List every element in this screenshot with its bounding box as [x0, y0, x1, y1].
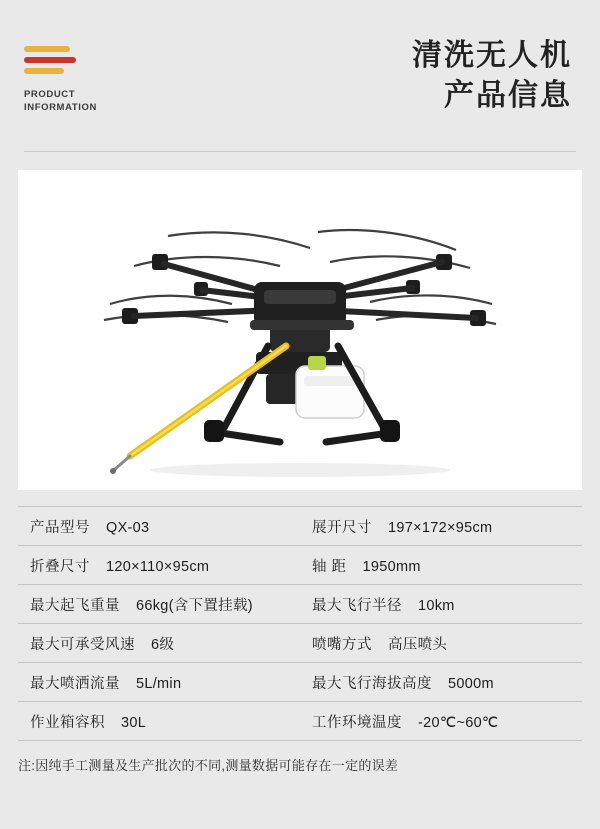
- drone-illustration: [18, 170, 582, 490]
- spec-label: 最大起飞重量: [30, 597, 120, 614]
- spec-label: 作业箱容积: [30, 714, 105, 731]
- spec-cell: [18, 555, 300, 576]
- spec-value: 1950mm: [362, 558, 421, 575]
- spec-value: 6级: [151, 636, 175, 653]
- spec-cell: [300, 633, 582, 654]
- table-row: [18, 624, 582, 663]
- spec-cell: [300, 594, 582, 615]
- spec-cell: [300, 711, 582, 732]
- spec-cell: [18, 516, 300, 537]
- spec-cell: [300, 555, 582, 576]
- spec-cell: [18, 672, 300, 693]
- spec-label: 最大飞行海拔高度: [312, 675, 432, 692]
- spec-cell: [18, 711, 300, 732]
- logo-bar-red: [24, 57, 76, 63]
- spec-label: 最大喷洒流量: [30, 675, 120, 692]
- spec-table: [18, 506, 582, 741]
- spec-value: -20℃~60℃: [418, 714, 499, 731]
- spec-cell: [18, 633, 300, 654]
- brand-logo-bars: [24, 46, 76, 74]
- spec-value: 5000m: [448, 675, 494, 692]
- spec-value: 197×172×95cm: [388, 519, 493, 536]
- spec-cell: [18, 594, 300, 615]
- page-title-sub: 产品信息: [444, 79, 572, 112]
- brand-caption: [24, 88, 97, 114]
- spec-label: 最大飞行半径: [312, 597, 402, 614]
- spec-label: 工作环境温度: [312, 714, 402, 731]
- spec-value: 10km: [418, 597, 455, 614]
- table-row: [18, 507, 582, 546]
- page-title-main: 清洗无人机: [412, 39, 572, 72]
- spec-value: 120×110×95cm: [106, 558, 210, 575]
- table-row: [18, 663, 582, 702]
- spec-label: 喷嘴方式: [312, 636, 372, 653]
- spec-value: 5L/min: [136, 675, 182, 692]
- logo-bar-yellow-top: [24, 46, 70, 52]
- product-photo: [18, 170, 582, 490]
- measurement-note: 注:因纯手工测量及生产批次的不同,测量数据可能存在一定的误差: [18, 758, 399, 773]
- spec-label: 折叠尺寸: [30, 558, 90, 575]
- spec-label: 最大可承受风速: [30, 636, 135, 653]
- table-row: [18, 702, 582, 741]
- page-header: [0, 0, 600, 152]
- table-row: [18, 585, 582, 624]
- page-title: [412, 36, 576, 116]
- spec-value: 30L: [121, 714, 147, 731]
- spec-label: 轴 距: [312, 558, 347, 575]
- spec-value: QX-03: [106, 519, 150, 536]
- brand-block: [24, 38, 97, 114]
- spec-cell: [300, 516, 582, 537]
- logo-bar-yellow-bottom: [24, 68, 64, 74]
- spec-label: 产品型号: [30, 519, 90, 536]
- brand-caption-line2: INFORMATION: [24, 102, 97, 113]
- spec-value: 高压喷头: [388, 636, 448, 653]
- table-row: [18, 546, 582, 585]
- spec-label: 展开尺寸: [312, 519, 372, 536]
- spec-value: 66kg(含下置挂载): [136, 597, 253, 614]
- brand-caption-line1: PRODUCT: [24, 89, 76, 100]
- spec-cell: [300, 672, 582, 693]
- header-divider: [24, 151, 576, 152]
